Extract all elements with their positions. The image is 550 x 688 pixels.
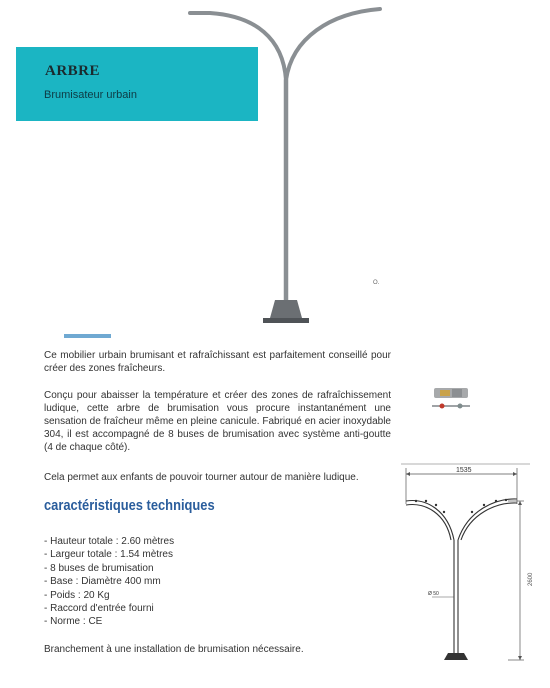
specs-list [44, 535, 174, 629]
side-mark: O. [373, 280, 380, 286]
page-title: ARBRE [45, 63, 101, 79]
nozzle-thumbnail [430, 385, 472, 413]
spec-item: - Largeur totale : 1.54 mètres [44, 549, 173, 561]
accent-bar [64, 334, 111, 338]
right-arm [286, 9, 380, 80]
spec-item: - Hauteur totale : 2.60 mètres [44, 536, 175, 547]
spec-item: - Raccord d'entrée fourni [44, 603, 154, 615]
specs-heading: caractéristiques techniques [44, 497, 215, 514]
page-subtitle: Brumisateur urbain [44, 89, 137, 101]
spec-item: - 8 buses de brumisation [44, 562, 154, 574]
base-plate [270, 300, 302, 318]
description-paragraph: Conçu pour abaisser la température et créer des zones de rafraîchissement ludique, cette arbre de brumisation vous procure instantanément une sensation de fraîcheur même en pleine canicule. Fabriqué en acier inoxydable 304, il est accompagné de 8 buses de brumisation avec système anti-goutte (4 de chaque côté). [44, 390, 391, 453]
spec-item: - Poids : 20 Kg [44, 589, 110, 601]
installation-note: Branchement à une installation de brumisation nécessaire. [44, 644, 304, 655]
intro-paragraph: Ce mobilier urbain brumisant et rafraîchissant est parfaitement conseillé pour créer des zones fraîcheurs. [44, 350, 391, 374]
title-banner [16, 47, 258, 121]
height-dimension-label: 2600 [528, 572, 534, 586]
spec-item: - Norme : CE [44, 616, 103, 628]
children-paragraph: Cela permet aux enfants de pouvoir tourner autour de manière ludique. [44, 472, 359, 483]
technical-drawing [396, 458, 536, 668]
spec-item: - Base : Diamètre 400 mm [44, 576, 161, 588]
diameter-label: Ø 50 [428, 591, 439, 597]
width-dimension-label: 1535 [456, 467, 472, 474]
